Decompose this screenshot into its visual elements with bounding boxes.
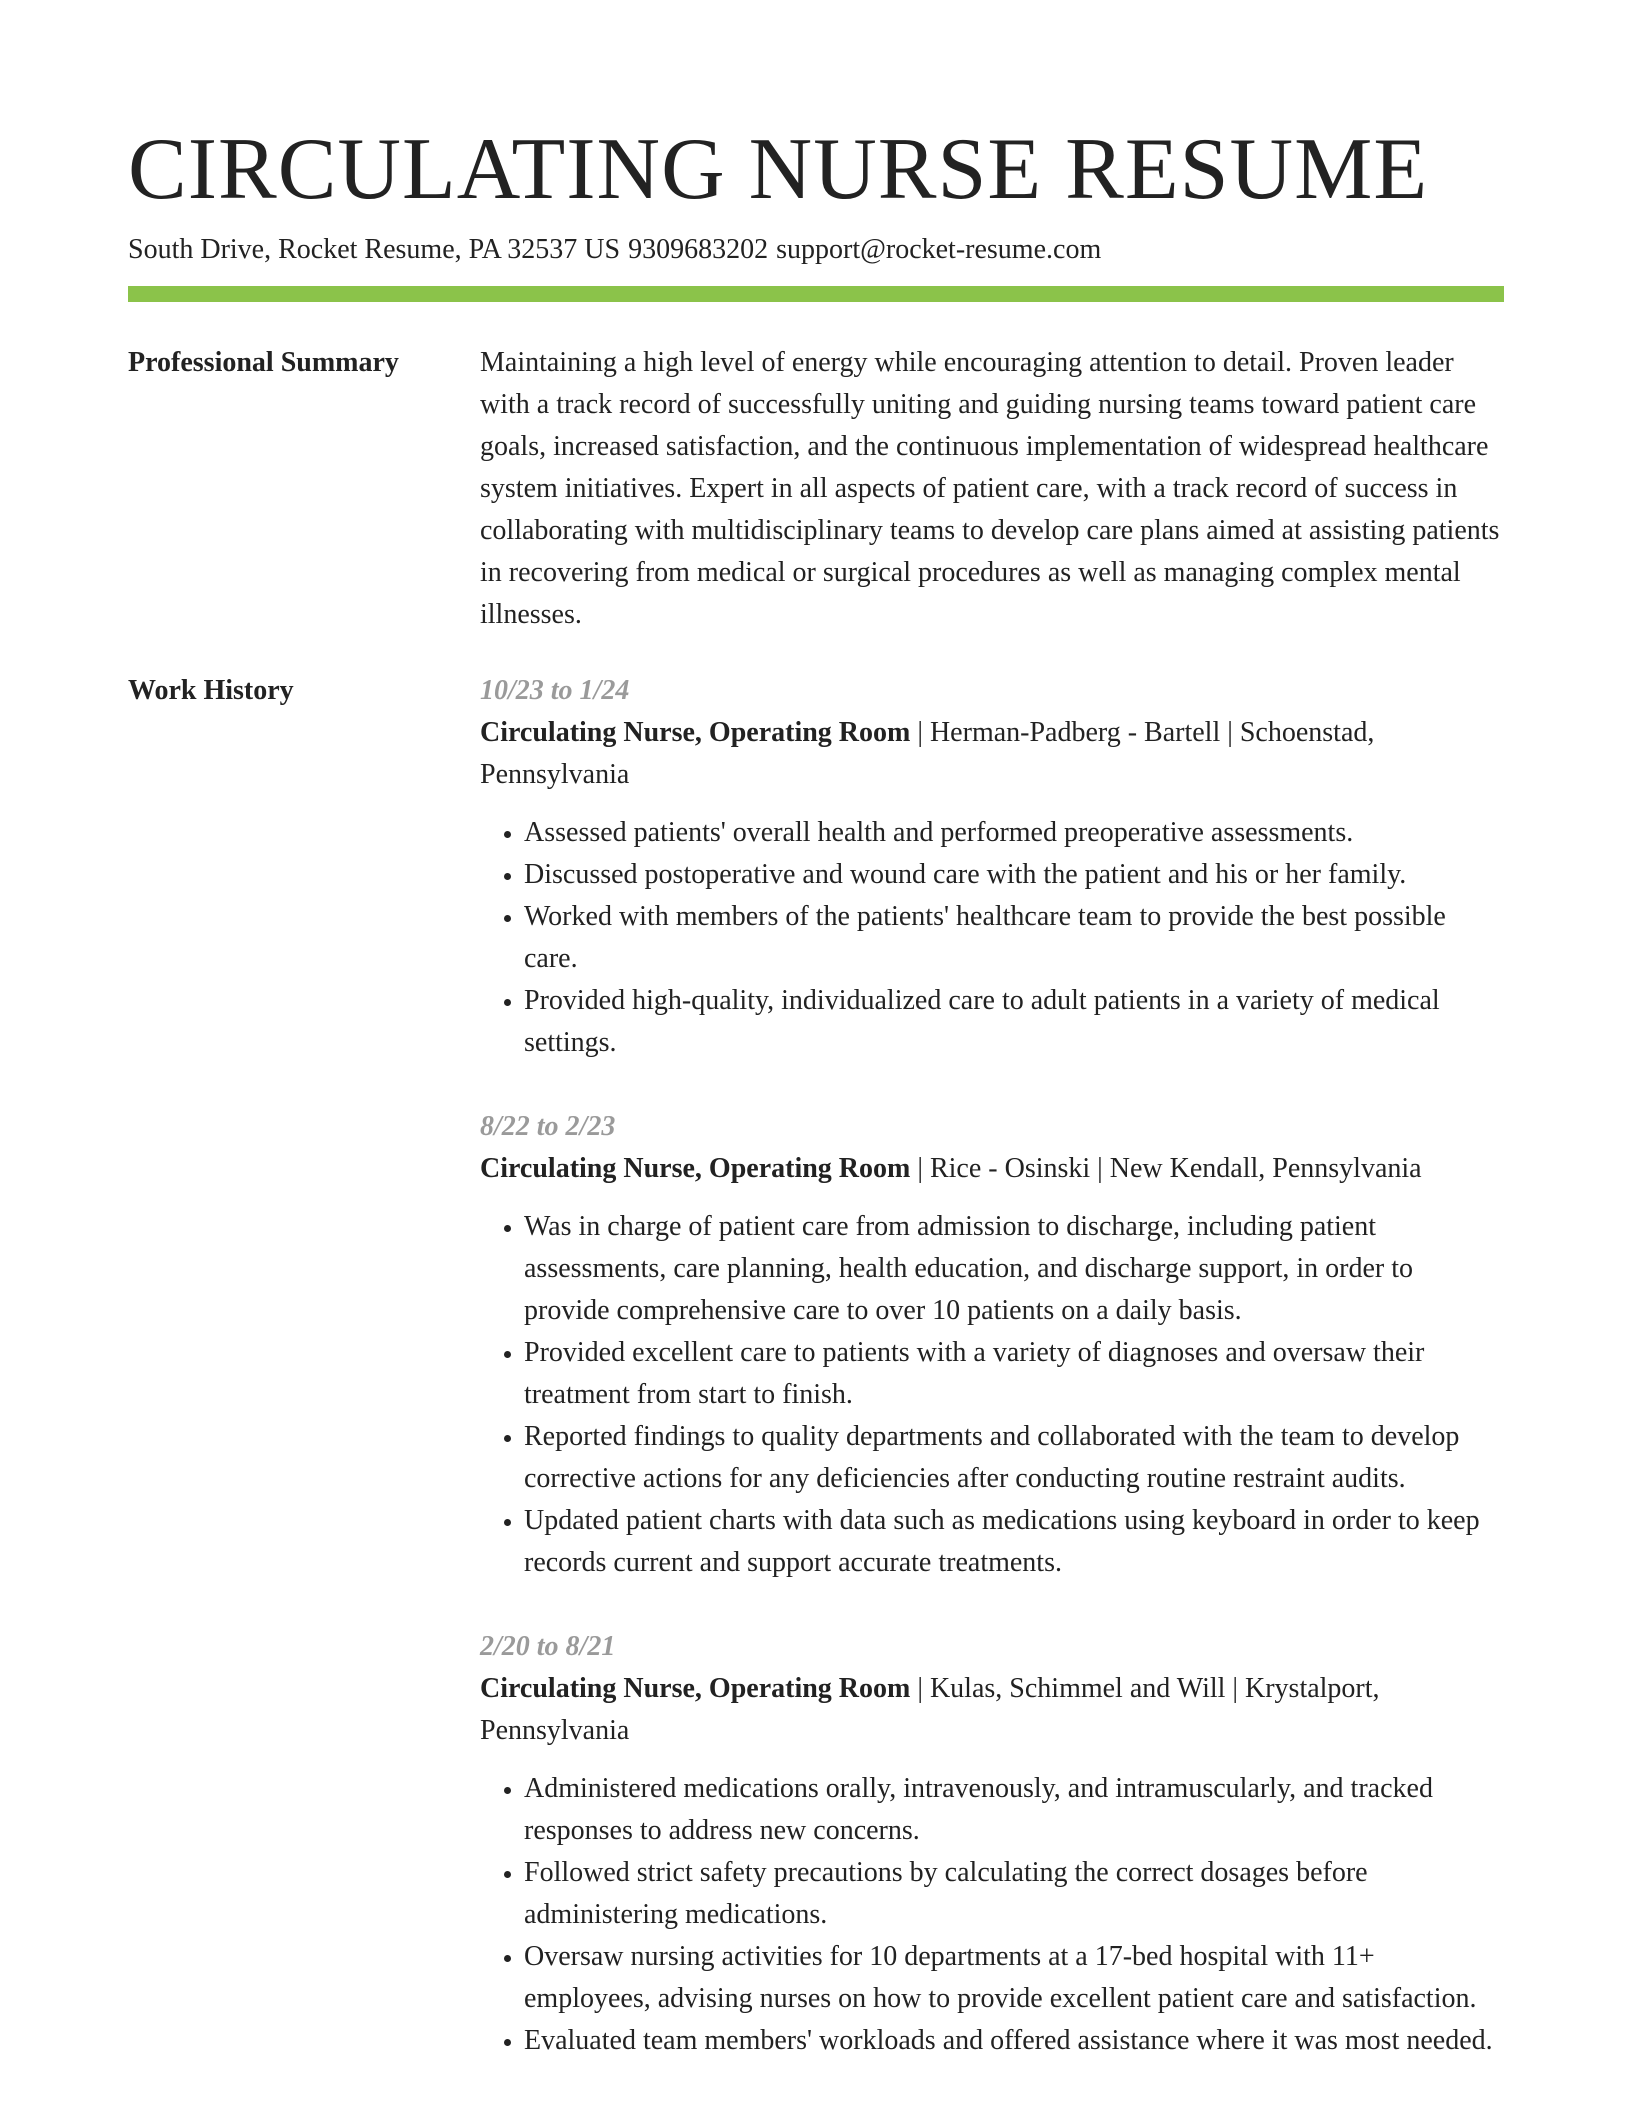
job-bullet: • Administered medications orally, intravenously, and intramuscularly, and tracked responses to address new concerns. — [524, 1768, 1504, 1852]
job-bullet: • Evaluated team members' workloads and offered assistance where it was most needed. — [524, 2020, 1504, 2062]
job-bullet: • Followed strict safety precautions by calculating the correct dosages before administering medications. — [524, 1852, 1504, 1936]
job-dates: 8/22 to 2/23 — [480, 1111, 616, 1142]
job-dates: 2/20 to 8/21 — [480, 1631, 616, 1662]
contact-address: South Drive, Rocket Resume, PA 32537 US — [128, 234, 621, 265]
job-entry — [480, 1106, 1504, 1584]
job-bullet: • Reported findings to quality departments and collaborated with the team to develop corrective actions for any deficiencies after conducting routine restraint audits. — [524, 1416, 1504, 1500]
accent-divider — [128, 286, 1504, 302]
contact-phone: 9309683202 — [628, 234, 769, 265]
contact-email: support@rocket-resume.com — [776, 234, 1102, 265]
contact-line — [128, 230, 1504, 270]
job-bullet: • Provided excellent care to patients with a variety of diagnoses and oversaw their treatment from start to finish. — [524, 1332, 1504, 1416]
job-heading — [480, 1148, 1504, 1190]
job-heading — [480, 712, 1504, 796]
job-bullet: • Discussed postoperative and wound care with the patient and his or her family. — [524, 854, 1504, 896]
job-employer-location: | Herman-Padberg - Bartell | Schoenstad, Pennsylvania — [480, 717, 1375, 790]
summary-body — [480, 342, 1504, 636]
job-employer-location: | Rice - Osinski | New Kendall, Pennsylvania — [910, 1153, 1422, 1184]
job-entry — [480, 1626, 1504, 2062]
job-entry — [480, 670, 1504, 1064]
summary-text: Maintaining a high level of energy while encouraging attention to detail. Proven leader with a track record of successfully uniting and guiding nursing teams toward patient care goals, increased satisfaction, and the continuous implementation of widespread healthcare system initiatives. Expert in all aspects of patient care, with a track record of success in collaborating with multidisciplinary teams to develop care plans aimed at assisting patients in recovering from medical or surgical procedures as well as managing complex mental illnesses. — [480, 347, 1500, 630]
section-heading-summary: Professional Summary — [128, 347, 399, 378]
job-bullets — [480, 1768, 1504, 2062]
resume-page — [128, 0, 1504, 2104]
job-bullet: • Updated patient charts with data such as medications using keyboard in order to keep records current and support accurate treatments. — [524, 1500, 1504, 1584]
work-history-section — [128, 670, 1504, 2104]
job-employer-location: | Kulas, Schimmel and Will | Krystalport, Pennsylvania — [480, 1673, 1380, 1746]
resume-title: CIRCULATING NURSE RESUME — [128, 121, 1429, 218]
work-body — [480, 670, 1504, 2104]
section-heading-work: Work History — [128, 675, 294, 706]
professional-summary-section — [128, 342, 1504, 636]
job-bullet: • Was in charge of patient care from admission to discharge, including patient assessments, care planning, health education, and discharge support, in order to provide comprehensive care to over 10 patients on a daily basis. — [524, 1206, 1504, 1332]
job-heading — [480, 1668, 1504, 1752]
job-title: Circulating Nurse, Operating Room — [480, 1153, 911, 1184]
job-dates: 10/23 to 1/24 — [480, 675, 630, 706]
job-title: Circulating Nurse, Operating Room — [480, 1673, 911, 1704]
job-title: Circulating Nurse, Operating Room — [480, 717, 911, 748]
job-bullets — [480, 812, 1504, 1064]
job-bullets — [480, 1206, 1504, 1584]
job-bullet: • Provided high-quality, individualized care to adult patients in a variety of medical settings. — [524, 980, 1504, 1064]
job-bullet: • Worked with members of the patients' healthcare team to provide the best possible care. — [524, 896, 1504, 980]
job-bullet: • Oversaw nursing activities for 10 departments at a 17-bed hospital with 11+ employees, advising nurses on how to provide excellent patient care and satisfaction. — [524, 1936, 1504, 2020]
job-bullet: • Assessed patients' overall health and performed preoperative assessments. — [524, 812, 1504, 854]
